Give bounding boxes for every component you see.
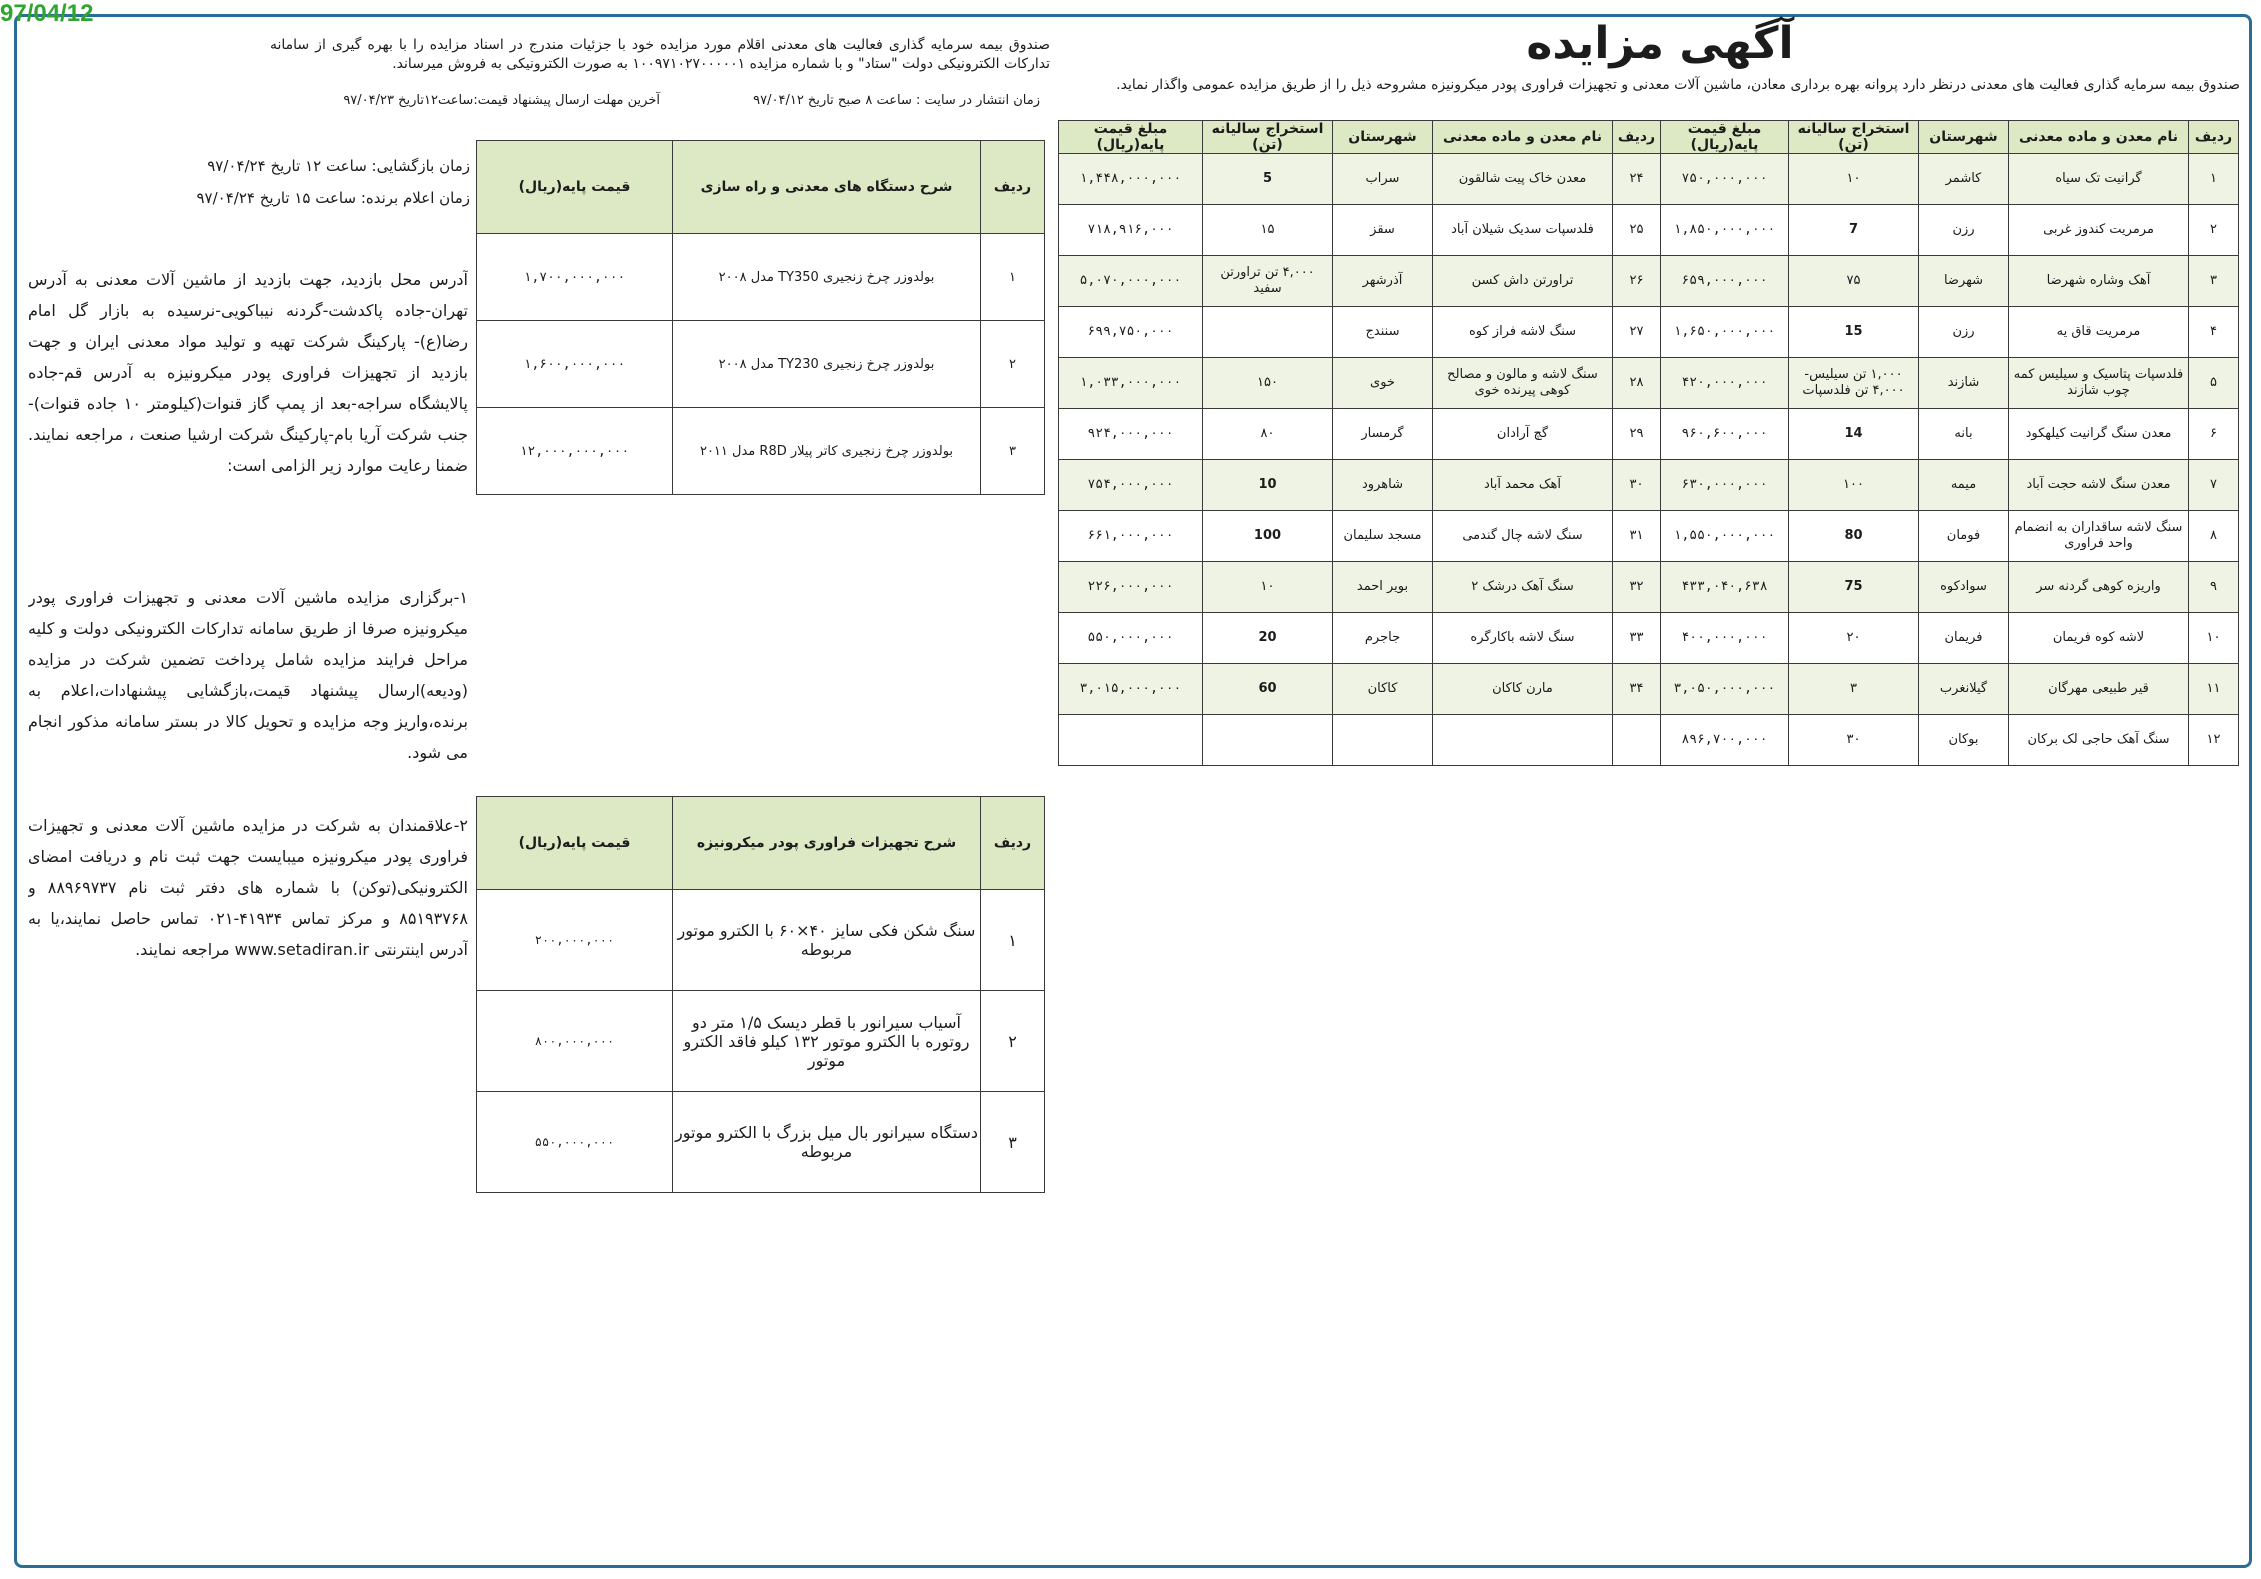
cell-price: ۶۵۹,۰۰۰,۰۰۰ (1661, 256, 1789, 307)
cell-extract: ۱۰ (1789, 154, 1919, 205)
machines-table (476, 140, 1045, 495)
cell-no: ۹ (2189, 562, 2239, 613)
cell-name: مارن کاکان (1433, 664, 1613, 715)
cell-desc: آسیاب سیرانور با قطر دیسک ۱/۵ متر دو روتوره با الکترو موتور ۱۳۲ کیلو فاقد الکترو موتور (673, 991, 981, 1092)
cell-name: تراورتن داش کسن (1433, 256, 1613, 307)
cell-city: آذرشهر (1333, 256, 1433, 307)
cell-name: آهک محمد آباد (1433, 460, 1613, 511)
cell-extract: ۷۵ (1789, 256, 1919, 307)
cell-no: ۱ (981, 890, 1045, 991)
table-row (1059, 562, 2239, 613)
cell-price: ۴۳۳,۰۴۰,۶۳۸ (1661, 562, 1789, 613)
cell-no: ۵ (2189, 358, 2239, 409)
table-row (1059, 511, 2239, 562)
cell-name: سنگ آهک حاجی لک برکان (2009, 715, 2189, 766)
cell-no: ۲۶ (1613, 256, 1661, 307)
cell-no: ۲۷ (1613, 307, 1661, 358)
cell-price: ۵۵۰,۰۰۰,۰۰۰ (477, 1092, 673, 1193)
table-row (477, 408, 1045, 495)
cell-price: ۱,۷۰۰,۰۰۰,۰۰۰ (477, 234, 673, 321)
cell-price: ۳,۰۱۵,۰۰۰,۰۰۰ (1059, 664, 1203, 715)
powder-table (476, 796, 1045, 1193)
cell-desc: سنگ شکن فکی سایز ۴۰×۶۰ با الکترو موتور مربوطه (673, 890, 981, 991)
table-row (477, 234, 1045, 321)
cell-no: ۳۲ (1613, 562, 1661, 613)
cell-no: ۱ (2189, 154, 2239, 205)
cell-price: ۷۱۸,۹۱۶,۰۰۰ (1059, 205, 1203, 256)
cell-name: سنگ آهک درشک ۲ (1433, 562, 1613, 613)
cell-name: واریزه کوهی گردنه سر (2009, 562, 2189, 613)
cell-price: ۶۹۹,۷۵۰,۰۰۰ (1059, 307, 1203, 358)
rules-intro: ضمنا رعایت موارد زیر الزامی است: (227, 456, 468, 475)
cell-city: گیلانغرب (1919, 664, 2009, 715)
cell-no: ۳ (2189, 256, 2239, 307)
cell-city: سنندج (1333, 307, 1433, 358)
cell-no: ۶ (2189, 409, 2239, 460)
cell-price: ۸۹۶,۷۰۰,۰۰۰ (1661, 715, 1789, 766)
cell-city: بوکان (1919, 715, 2009, 766)
table-row (1059, 307, 2239, 358)
cell-extract: ۱۰۰ (1789, 460, 1919, 511)
cell-city: فومان (1919, 511, 2009, 562)
cell-name: معدن خاک پیت شالقون (1433, 154, 1613, 205)
cell-extract: 75 (1789, 562, 1919, 613)
cell-city: کاکان (1333, 664, 1433, 715)
cell-price: ۱,۶۰۰,۰۰۰,۰۰۰ (477, 321, 673, 408)
cell-name: معدن سنگ گرانیت کیلهکود (2009, 409, 2189, 460)
cell-name: معدن سنگ لاشه حجت آباد (2009, 460, 2189, 511)
cell-extract (1203, 715, 1333, 766)
cell-extract: 7 (1789, 205, 1919, 256)
table-row (1059, 715, 2239, 766)
winner-time: زمان اعلام برنده: ساعت ۱۵ تاریخ ۹۷/۰۴/۲۴ (196, 189, 470, 207)
cell-city: سراب (1333, 154, 1433, 205)
cell-extract: ۸۰ (1203, 409, 1333, 460)
rule-1: ۱-برگزاری مزایده ماشین آلات معدنی و تجهیزات فراوری پودر میکرونیزه صرفا از طریق سامانه تدارکات الکترونیکی دولت و کلیه مراحل فرایند مزایده شامل پرداخت تضمین شرکت در مزایده (ودیعه)ارسال پیشنهاد قیمت،بازگشایی پیشنهادات،اعلام به برنده،واریز وجه مزایده و تحویل کالا در بستر سامانه مذکور انجام می شود. (28, 588, 468, 762)
table-row (1059, 256, 2239, 307)
machines-header-row (477, 141, 1045, 234)
cell-no: ۴ (2189, 307, 2239, 358)
cell-price: ۸۰۰,۰۰۰,۰۰۰ (477, 991, 673, 1092)
cell-price: ۲۰۰,۰۰۰,۰۰۰ (477, 890, 673, 991)
cell-name: لاشه کوه فریمان (2009, 613, 2189, 664)
cell-price: ۵۵۰,۰۰۰,۰۰۰ (1059, 613, 1203, 664)
cell-extract: ۳۰ (1789, 715, 1919, 766)
cell-extract: ۱,۰۰۰ تن سیلیس- ۴,۰۰۰ تن فلدسپات (1789, 358, 1919, 409)
cell-extract: 10 (1203, 460, 1333, 511)
cell-city: میمه (1919, 460, 2009, 511)
table-row (1059, 613, 2239, 664)
cell-extract: 15 (1789, 307, 1919, 358)
cell-no: ۲۸ (1613, 358, 1661, 409)
cell-city: جاجرم (1333, 613, 1433, 664)
cell-name: سنگ لاشه چال گندمی (1433, 511, 1613, 562)
cell-price: ۱,۸۵۰,۰۰۰,۰۰۰ (1661, 205, 1789, 256)
header-extract-2: استخراج سالیانه (تن) (1203, 121, 1333, 154)
cell-price: ۱,۰۳۳,۰۰۰,۰۰۰ (1059, 358, 1203, 409)
cell-extract: ۱۵۰ (1203, 358, 1333, 409)
cell-city: بویر احمد (1333, 562, 1433, 613)
cell-price: ۹۲۴,۰۰۰,۰۰۰ (1059, 409, 1203, 460)
cell-extract: 100 (1203, 511, 1333, 562)
cell-desc: دستگاه سیرانور بال میل بزرگ با الکترو موتور مربوطه (673, 1092, 981, 1193)
machines-header-price: قیمت پایه(ریال) (477, 141, 673, 234)
cell-extract: 80 (1789, 511, 1919, 562)
cell-no: ۳۰ (1613, 460, 1661, 511)
mines-table (1058, 120, 2239, 766)
table-row (1059, 460, 2239, 511)
cell-extract: ۱۰ (1203, 562, 1333, 613)
powder-header-price: قیمت پایه(ریال) (477, 797, 673, 890)
cell-no: ۱۰ (2189, 613, 2239, 664)
cell-price: ۴۲۰,۰۰۰,۰۰۰ (1661, 358, 1789, 409)
table-row (477, 991, 1045, 1092)
rule-2: ۲-علاقمندان به شرکت در مزایده ماشین آلات معدنی و تجهیزات فراوری پودر میکرونیزه میبایست جهت ثبت نام و دریافت امضای الکترونیکی(توکن) با شماره های دفتر ثبت نام ۸۸۹۶۹۷۳۷ و ۸۵۱۹۳۷۶۸ و مرکز تماس ۴۱۹۳۴-۰۲۱ تماس حاصل نمایند،یا به آدرس اینترنتی www.setadiran.ir مراجعه نمایند. (28, 816, 468, 959)
cell-price: ۶۳۰,۰۰۰,۰۰۰ (1661, 460, 1789, 511)
cell-no: ۳ (981, 1092, 1045, 1193)
cell-desc: بولدوزر چرخ زنجیری TY230 مدل ۲۰۰۸ (673, 321, 981, 408)
cell-name: سنگ لاشه فراز کوه (1433, 307, 1613, 358)
cell-extract: ۱۵ (1203, 205, 1333, 256)
cell-price (1059, 715, 1203, 766)
cell-extract: 5 (1203, 154, 1333, 205)
header-city-2: شهرستان (1333, 121, 1433, 154)
cell-price: ۲۲۶,۰۰۰,۰۰۰ (1059, 562, 1203, 613)
cell-no: ۱۲ (2189, 715, 2239, 766)
cell-name: آهک وشاره شهرضا (2009, 256, 2189, 307)
mines-header-row (1059, 121, 2239, 154)
cell-price: ۶۶۱,۰۰۰,۰۰۰ (1059, 511, 1203, 562)
powder-header-no: ردیف (981, 797, 1045, 890)
deadline-note: آخرین مهلت ارسال پیشنهاد قیمت:ساعت۱۲تاریخ ۹۷/۰۴/۲۳ (343, 93, 660, 108)
cell-name: سنگ لاشه باکارگره (1433, 613, 1613, 664)
table-row (1059, 358, 2239, 409)
cell-no: ۲۹ (1613, 409, 1661, 460)
page-title: آگهی مزایده (1526, 18, 1794, 69)
cell-desc: بولدوزر چرخ زنجیری کاتر پیلار R8D مدل ۲۰۱۱ (673, 408, 981, 495)
cell-city: خوی (1333, 358, 1433, 409)
cell-city: بانه (1919, 409, 2009, 460)
cell-name: فلدسپات سدیک شیلان آباد (1433, 205, 1613, 256)
cell-price: ۱,۴۴۸,۰۰۰,۰۰۰ (1059, 154, 1203, 205)
cell-city: شازند (1919, 358, 2009, 409)
cell-no: ۳۱ (1613, 511, 1661, 562)
cell-no: ۲۴ (1613, 154, 1661, 205)
cell-no (1613, 715, 1661, 766)
cell-city: کاشمر (1919, 154, 2009, 205)
cell-extract: ۳ (1789, 664, 1919, 715)
table-row (1059, 205, 2239, 256)
cell-price: ۷۵۴,۰۰۰,۰۰۰ (1059, 460, 1203, 511)
date-stamp: 97/04/12 (0, 0, 94, 27)
cell-name: مرمریت قاق یه (2009, 307, 2189, 358)
cell-extract: ۴,۰۰۰ تن تراورتن سفید (1203, 256, 1333, 307)
header-city: شهرستان (1919, 121, 2009, 154)
cell-price: ۱۲,۰۰۰,۰۰۰,۰۰۰ (477, 408, 673, 495)
cell-name: قیر طبیعی مهرگان (2009, 664, 2189, 715)
intro-right: صندوق بیمه سرمایه گذاری فعالیت های معدنی درنظر دارد پروانه بهره برداری معادن، ماشین آلات معدنی و تجهیزات فراوری پودر میکرونیزه مشروحه ذیل را از طریق مزایده عمومی واگذار نماید. (1116, 77, 2240, 93)
header-extract: استخراج سالیانه (تن) (1789, 121, 1919, 154)
cell-extract: 14 (1789, 409, 1919, 460)
cell-no: ۳۳ (1613, 613, 1661, 664)
cell-no: ۱۱ (2189, 664, 2239, 715)
header-no-2: ردیف (1613, 121, 1661, 154)
table-row (477, 321, 1045, 408)
table-row (1059, 409, 2239, 460)
cell-name: مرمریت کندوز غربی (2009, 205, 2189, 256)
cell-no: ۳۴ (1613, 664, 1661, 715)
cell-city: سوادکوه (1919, 562, 2009, 613)
header-price: مبلغ قیمت پایه(ریال) (1661, 121, 1789, 154)
cell-desc: بولدوزر چرخ زنجیری TY350 مدل ۲۰۰۸ (673, 234, 981, 321)
cell-name: گرانیت تک سیاه (2009, 154, 2189, 205)
address-paragraph (28, 264, 468, 524)
table-row (1059, 664, 2239, 715)
cell-no: ۲ (2189, 205, 2239, 256)
cell-price: ۳,۰۵۰,۰۰۰,۰۰۰ (1661, 664, 1789, 715)
cell-price: ۵,۰۷۰,۰۰۰,۰۰۰ (1059, 256, 1203, 307)
cell-price: ۱,۵۵۰,۰۰۰,۰۰۰ (1661, 511, 1789, 562)
cell-price: ۴۰۰,۰۰۰,۰۰۰ (1661, 613, 1789, 664)
cell-no: ۲ (981, 321, 1045, 408)
powder-header-row (477, 797, 1045, 890)
cell-no: ۸ (2189, 511, 2239, 562)
table-row (1059, 154, 2239, 205)
cell-no: ۲ (981, 991, 1045, 1092)
cell-name: سنگ لاشه و مالون و مصالح کوهی پیرنده خوی (1433, 358, 1613, 409)
cell-extract: ۲۰ (1789, 613, 1919, 664)
cell-extract: 20 (1203, 613, 1333, 664)
header-no: ردیف (2189, 121, 2239, 154)
cell-city: رزن (1919, 307, 2009, 358)
intro-left: صندوق بیمه سرمایه گذاری فعالیت های معدنی اقلام مورد مزایده خود با جزئیات مندرج در اسناد مزایده را با بهره گیری از سامانه تدارکات الکترونیکی دولت "ستاد" و با شماره مزایده ۱۰۰۹۷۱۰۲۷۰۰۰۰۰۱ به صورت الکترونیکی به فروش میرساند. (270, 37, 1050, 72)
header-price-2: مبلغ قیمت پایه(ریال) (1059, 121, 1203, 154)
cell-no: ۱ (981, 234, 1045, 321)
header-name-2: نام معدن و ماده معدنی (1433, 121, 1613, 154)
cell-extract (1203, 307, 1333, 358)
cell-no: ۲۵ (1613, 205, 1661, 256)
cell-city: رزن (1919, 205, 2009, 256)
machines-header-no: ردیف (981, 141, 1045, 234)
cell-no: ۷ (2189, 460, 2239, 511)
cell-city: سقز (1333, 205, 1433, 256)
address-text: آدرس محل بازدید، جهت بازدید از ماشین آلات معدنی به آدرس تهران-جاده پاکدشت-گردنه نیباکویی-نرسیده به بازار گل امام رضا(ع)- پارکینگ شرکت تهیه و تولید مواد معدنی ایران و جهت بازدید از تجهیزات فراوری پودر میکرونیزه به آدرس قم-جاده پالایشگاه سراجه-بعد از پمپ گاز قنوات(کیلومتر ۱۰ جاده قنوات)- جنب شرکت آریا بام-پارکینگ شرکت ارشیا صنعت ، مراجعه نمایند. (28, 270, 468, 444)
cell-name: فلدسپات پتاسیک و سیلیس کمه چوب شازند (2009, 358, 2189, 409)
powder-header-desc: شرح تجهیزات فراوری پودر میکرونیزه (673, 797, 981, 890)
header-name: نام معدن و ماده معدنی (2009, 121, 2189, 154)
cell-price: ۷۵۰,۰۰۰,۰۰۰ (1661, 154, 1789, 205)
machines-header-desc: شرح دستگاه های معدنی و راه سازی (673, 141, 981, 234)
schedule-block (160, 150, 470, 214)
cell-city: شاهرود (1333, 460, 1433, 511)
table-row (477, 1092, 1045, 1193)
cell-city (1333, 715, 1433, 766)
cell-city: مسجد سلیمان (1333, 511, 1433, 562)
cell-price: ۱,۶۵۰,۰۰۰,۰۰۰ (1661, 307, 1789, 358)
cell-name: سنگ لاشه ساقداران به انضمام واحد فراوری (2009, 511, 2189, 562)
publish-note: زمان انتشار در سایت : ساعت ۸ صبح تاریخ ۹۷/۰۴/۱۲ (753, 93, 1040, 108)
cell-no: ۳ (981, 408, 1045, 495)
cell-name: گچ آرادان (1433, 409, 1613, 460)
cell-name (1433, 715, 1613, 766)
cell-city: گرمسار (1333, 409, 1433, 460)
opening-time: زمان بازگشایی: ساعت ۱۲ تاریخ ۹۷/۰۴/۲۴ (207, 157, 470, 175)
cell-city: فریمان (1919, 613, 2009, 664)
table-row (477, 890, 1045, 991)
cell-price: ۹۶۰,۶۰۰,۰۰۰ (1661, 409, 1789, 460)
cell-city: شهرضا (1919, 256, 2009, 307)
cell-extract: 60 (1203, 664, 1333, 715)
